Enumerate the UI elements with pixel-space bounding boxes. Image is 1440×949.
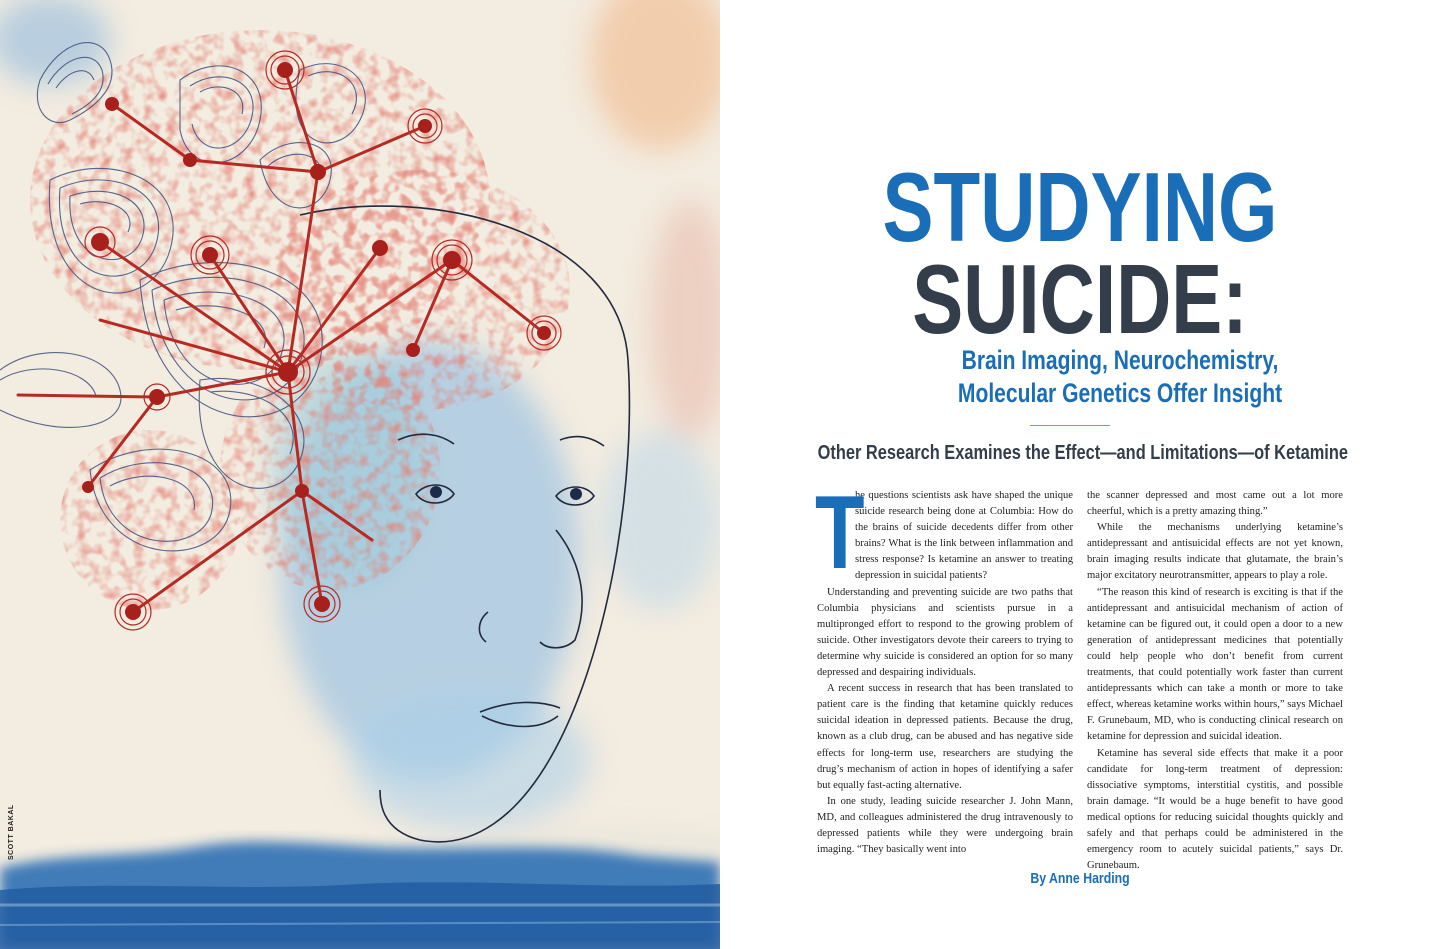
title-line-1: STUDYING xyxy=(882,152,1278,262)
article-deck: Other Research Examines the Effect—and Limitations—of Ketamine xyxy=(817,442,1348,464)
byline: By Anne Harding xyxy=(1030,870,1130,887)
drop-cap: T xyxy=(815,475,865,591)
body-column-1 xyxy=(815,475,1073,858)
right-eye-pupil xyxy=(570,488,582,500)
body-paragraph: T he questions scientists ask have shaped the unique suicide research being done at Columbia: How do the brains of suicide decedents differ from other brains? What is the link between inflammation and stress response? Is ketamine an answer to treating depression in suicidal patients? xyxy=(815,475,1073,591)
title-line-2: SUICIDE: xyxy=(912,244,1248,354)
blue-water-band xyxy=(0,842,720,949)
body-paragraph: A recent success in research that has been translated to patient care is the finding that ketamine quickly reduces suicidal ideation in depressed patients. Because the drug, known as a club drug, can be abused and has negative side effects for long-term use, researchers are studying the drug’s mechanism of action in hopes of identifying a safer but equally fast-acting alternative. xyxy=(817,683,1073,791)
subtitle-line-1: Brain Imaging, Neurochemistry, xyxy=(961,345,1279,375)
subtitle-line-2: Molecular Genetics Offer Insight xyxy=(957,378,1283,408)
left-eye-pupil xyxy=(430,486,442,498)
body-paragraph: Understanding and preventing suicide are two paths that Columbia physicians and scientists pursue in a multipronged effort to respond to the growing problem of suicide. Other investigators devote their careers to trying to determine why suicide is considered an option for so many depressed and despairing individuals. xyxy=(817,586,1073,679)
body-paragraph: the scanner depressed and most came out a lot more cheerful, which is a pretty amazing thing.” xyxy=(1087,490,1343,518)
body-paragraph: Ketamine has several side effects that make it a poor candidate for long-term treatment of depression: dissociative symptoms, interstitial cystitis, and possible brain damage. “It would be a huge benefit to have good medical options for reducing suicidal thoughts quickly and safely and that perhaps could be administered in the emergency room to acutely suicidal patients,” says Dr. Grunebaum. xyxy=(1087,747,1343,872)
body-paragraph: “The reason this kind of research is exciting is that if the antidepressant and antisuicidal mechanism of action of ketamine can be figured out, it could open a door to a new generation of antidepressant medicines that potentially could help people who don’t benefit from current treatments, that could potentially work faster than current antidepressants which can take a month or more to take effect, whereas ketamine works within hours,” says Michael F. Grunebaum, MD, who is conducting clinical research on ketamine for depression and suicidal ideation. xyxy=(1087,586,1343,743)
article-page xyxy=(720,0,1440,949)
illustration-credit: SCOTT BAKAL xyxy=(8,804,15,860)
body-paragraph: While the mechanisms underlying ketamine’s antidepressant and antisuicidal effects are not yet known, brain imaging results indicate that glutamate, the brain’s major excitatory neurotransmitter, appears to play a role. xyxy=(1087,522,1343,582)
body-column-2 xyxy=(1087,488,1343,874)
body-paragraph: In one study, leading suicide researcher J. John Mann, MD, and colleagues administered the drug intravenously to depressed patients while they were undergoing brain imaging. “They basically went into xyxy=(817,795,1073,856)
short-divider-rule xyxy=(1030,425,1110,426)
